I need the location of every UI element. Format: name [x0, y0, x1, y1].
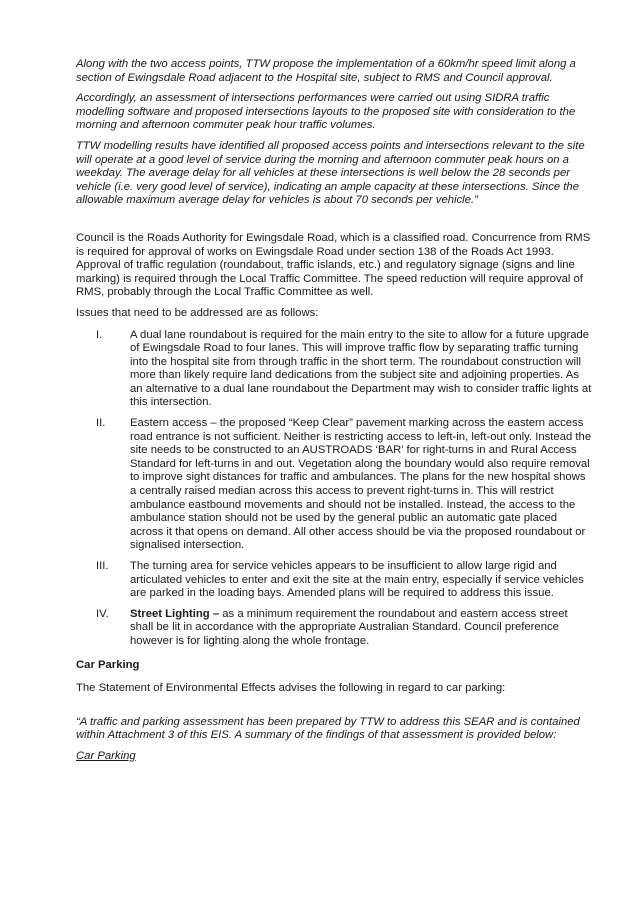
car-parking-intro: The Statement of Environmental Effects advises the following in regard to car parking: — [76, 682, 506, 695]
issue-item-2 — [76, 417, 592, 553]
issue-lead-bold: Street Lighting – — [130, 607, 220, 620]
issue-text: A dual lane roundabout is required for the main entry to the site to allow for a future upgrade of Ewingsdale Road to four lanes. This will improve traffic flow by separating traffic turning into the hospital site from through traffic in the short term. The roundabout construction will more than likely require land dedications from the subject site and adjoining properties. As an alternative to a dual lane roundabout the Department may wish to consider traffic lights at this intersection. — [130, 328, 592, 409]
issue-item-3 — [76, 560, 592, 601]
document-page — [76, 58, 592, 764]
quote-paragraph-sidra-assessment: Accordingly, an assessment of intersections performances were carried out using SIDRA traffic modelling software and proposed intersections layouts to the proposed site with consideration to the morning and afternoon commuter peak hour traffic volumes. — [76, 92, 576, 132]
issue-number: IV. — [96, 607, 109, 620]
issue-text: The turning area for service vehicles appears to be insufficient to allow large rigid and articulated vehicles to enter and exit the site at the main entry, especially if service vehicles are parked in the loading bays. Amended plans will be required to address this issue. — [130, 560, 584, 600]
issue-item-1 — [76, 329, 592, 411]
car-parking-subheading: Car Parking — [76, 749, 136, 762]
car-parking-quote: “A traffic and parking assessment has been prepared by TTW to address this SEAR and is contained within Attachment 3 of this EIS. A summary of the findings of that assessment is provided below: — [76, 715, 580, 742]
issues-list — [76, 329, 592, 649]
council-roads-authority-paragraph: Council is the Roads Authority for Ewingsdale Road, which is a classified road. Concurrence from RMS is required for approval of works on Ewingsdale Road under section 138 of the Roads Act 1993. Approval of traffic regulation (roundabout, traffic islands, etc.) and regulatory signage (signs and line marking) is required through the Local Traffic Committee. The speed reduction will require approval of RMS, probably through the Local Traffic Committee as well. — [76, 231, 591, 299]
quote-paragraph-speed-limit: Along with the two access points, TTW propose the implementation of a 60km/hr speed limit along a section of Ewingsdale Road adjacent to the Hospital site, subject to RMS and Council approval. — [76, 58, 576, 84]
issue-number: I. — [96, 328, 103, 341]
issue-text: Eastern access – the proposed “Keep Clear” pavement marking across the eastern access road entrance is not sufficient. Neither is restricting access to left-in, left-out only. Instead the site needs to be constructed to an AUSTROADS ‘BAR’ for right-turns in and Rural Access Standard for left-turns in and out. Vegetation along the boundary would also require removal to improve sight distances for traffic and ambulances. The plans for the new hospital shows a centrally raised median across this access to prevent right-turns in. This will restrict ambulance eastbound movements and should not be installed. Instead, the access to the ambulance station should not be used by the general public an automatic gate placed across it that opens on demand. All other access should be via the proposed roundabout or signalised intersection. — [130, 417, 592, 552]
section-heading-car-parking: Car Parking — [76, 658, 140, 671]
issue-number: III. — [96, 560, 109, 572]
issues-intro: Issues that need to be addressed are as follows: — [76, 306, 319, 319]
issue-number: II. — [96, 417, 106, 430]
issue-item-4 — [76, 608, 592, 649]
issue-text: as a minimum requirement the roundabout and eastern access street shall be lit in accordance with the appropriate Australian Standard. Council preference however is for lighting along the whole frontage. — [130, 607, 568, 647]
quote-paragraph-modelling-results: TTW modelling results have identified all proposed access points and intersections relevant to the site will operate at a good level of service during the morning and afternoon commuter peak hours on a weekday. The average delay for all vehicles at these intersections is well below the 28 seconds per vehicle (i.e. very good level of service), indicating an ample capacity at these intersections. Since the allowable maximum average delay for vehicles is about 70 seconds per vehicle.” — [76, 139, 585, 207]
